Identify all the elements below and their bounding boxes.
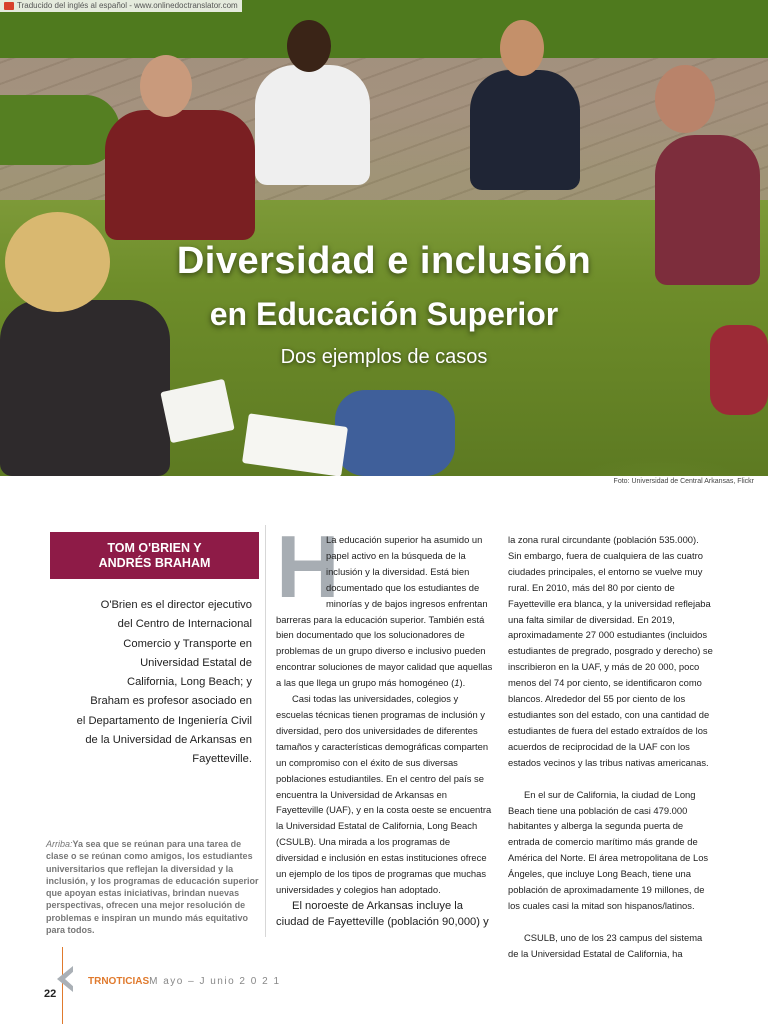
article-paragraph: En el sur de California, la ciudad de Long Beach tiene una población de casi 479.000 habitantes y alberga la segunda puerta de entrada de comercio marítimo más grande de América del Norte. El área metropolitana de Los Ángeles, que incluye Long Beach, tiene una población de aproximadamente 19 millones, de los cuales casi la mitad son hispanos/latinos. (508, 788, 709, 911)
author-box (50, 532, 259, 579)
bio-line: Comercio y Transporte en (123, 637, 252, 650)
student-figure (470, 70, 580, 190)
photo-caption (46, 838, 261, 936)
article-paragraph: CSULB, uno de los 23 campus del sistema de la Universidad Estatal de California, ha (508, 931, 703, 959)
bio-line: Braham es profesor asociado en (90, 695, 252, 708)
photo-credit: Foto: Universidad de Central Arkansas, Flickr (613, 478, 754, 485)
article-paragraph: Casi todas las universidades, colegios y escuelas técnicas tienen programas de inclusión y diversidad, pero dos universidades de diferentes tamaños y características demográficas comparten un compromiso con el éxito de sus diversas poblaciones estudiantiles. En el centro del país se encuentra la Universidad de Arkansas en Fayetteville (UAF), y en la costa oeste se encuentra la Universidad Estatal de California, Long Beach (CSULB). Una mirada a los programas de diversidad e inclusión en estas instituciones ofrece un ejemplo de los tipos de programas que muchas universidades y colegios han adoptado. (276, 693, 492, 895)
article-subtitle: Dos ejemplos de casos (280, 346, 488, 368)
author-bio (56, 596, 252, 770)
student-figure (255, 65, 370, 185)
chevron-cutout (65, 970, 75, 988)
author-names-line1: TOM O'BRIEN Y (107, 540, 202, 555)
page-number: 22 (44, 988, 57, 1000)
bio-line: de la Universidad de Arkansas en (85, 734, 252, 747)
bio-line: Fayetteville. (192, 753, 252, 766)
drop-cap: H (276, 517, 340, 616)
bio-line: O'Brien es el director ejecutivo (100, 599, 252, 611)
publication-name: TRNOTICIAS (88, 976, 150, 987)
caption-text: Ya sea que se reúnan para una tarea de clase o se reúnan como amigos, los estudiantes universitarios que reflejan la diversidad y la inclusión, y los programas de educación superior que apoyan estas iniciativas, brindan nuevas perspectivas, ofrecen una mejor resolución de problemas e inspiran un mundo más equitativo para todos. (46, 839, 259, 936)
notebook (242, 413, 348, 476)
article-title-line1: Diversidad e inclusión (176, 240, 592, 282)
article-paragraph: H La educación superior ha asumido un papel activo en la búsqueda de la inclusión y la diversidad. Está bien documentado que los estudiantes de minorías y de bajos ingresos enfrentan barreras para la educación superior. También está bien documentado que los solucionadores de problemas de un grupo diverso e inclusivo pueden encontrar soluciones de mayor calidad que aquellas a las que llega un grupo más homogéneo (1). (276, 517, 493, 689)
bio-line: del Centro de Internacional (117, 618, 252, 631)
student-head (500, 20, 544, 76)
column-divider (265, 525, 266, 937)
student-head (140, 55, 192, 117)
translator-icon (4, 2, 14, 10)
hero-photo (0, 0, 768, 476)
issue-date: M ayo – J unio 2 0 2 1 (149, 976, 281, 987)
student-head (655, 65, 715, 133)
caption-lead: Arriba: (46, 839, 73, 849)
article-column-1 (276, 517, 494, 930)
footer-publication (88, 976, 281, 987)
backpack (710, 325, 768, 415)
article-paragraph: El noroeste de Arkansas incluye la ciudad de Fayetteville (población 90,000) y (276, 899, 489, 928)
notebook (160, 379, 234, 443)
article-title-line2: en Educación Superior (209, 296, 559, 332)
translator-banner[interactable] (0, 0, 242, 12)
bio-line: Universidad Estatal de (140, 656, 252, 669)
citation-ref[interactable]: 1 (454, 677, 460, 689)
grass-area (0, 95, 120, 165)
bio-line: el Departamento de Ingeniería Civil (76, 714, 252, 727)
backpack (335, 390, 455, 476)
student-figure (105, 110, 255, 240)
translator-text: Traducido del inglés al español - www.onlinedoctranslator.com (17, 1, 238, 10)
article-paragraph: la zona rural circundante (población 535.000). Sin embargo, fuera de cualquiera de las cuatro ciudades principales, el entorno se vuelve muy rural. En 2010, más del 80 por ciento de Fayetteville era blanca, y la universidad reflejaba una falta similar de diversidad. En 2019, aproximadamente 27 000 estudiantes (incluidos estudiantes de pregrado, posgrado y derecho) se inscribieron en la UAF, y más de 20 000, poco menos del 74 por ciento, se identificaron como blancos. Alrededor del 55 por ciento de los estudiantes son del estado, con una cantidad de estudiantes de fuera del estado extraídos de los acuerdos de reciprocidad de la UAF con los estados vecinos y las tribus nativas americanas. (508, 534, 713, 768)
author-names-line2: ANDRÉS BRAHAM (98, 555, 211, 570)
bio-line: California, Long Beach; y (126, 676, 252, 689)
article-column-2 (508, 532, 714, 962)
student-head (287, 20, 331, 72)
